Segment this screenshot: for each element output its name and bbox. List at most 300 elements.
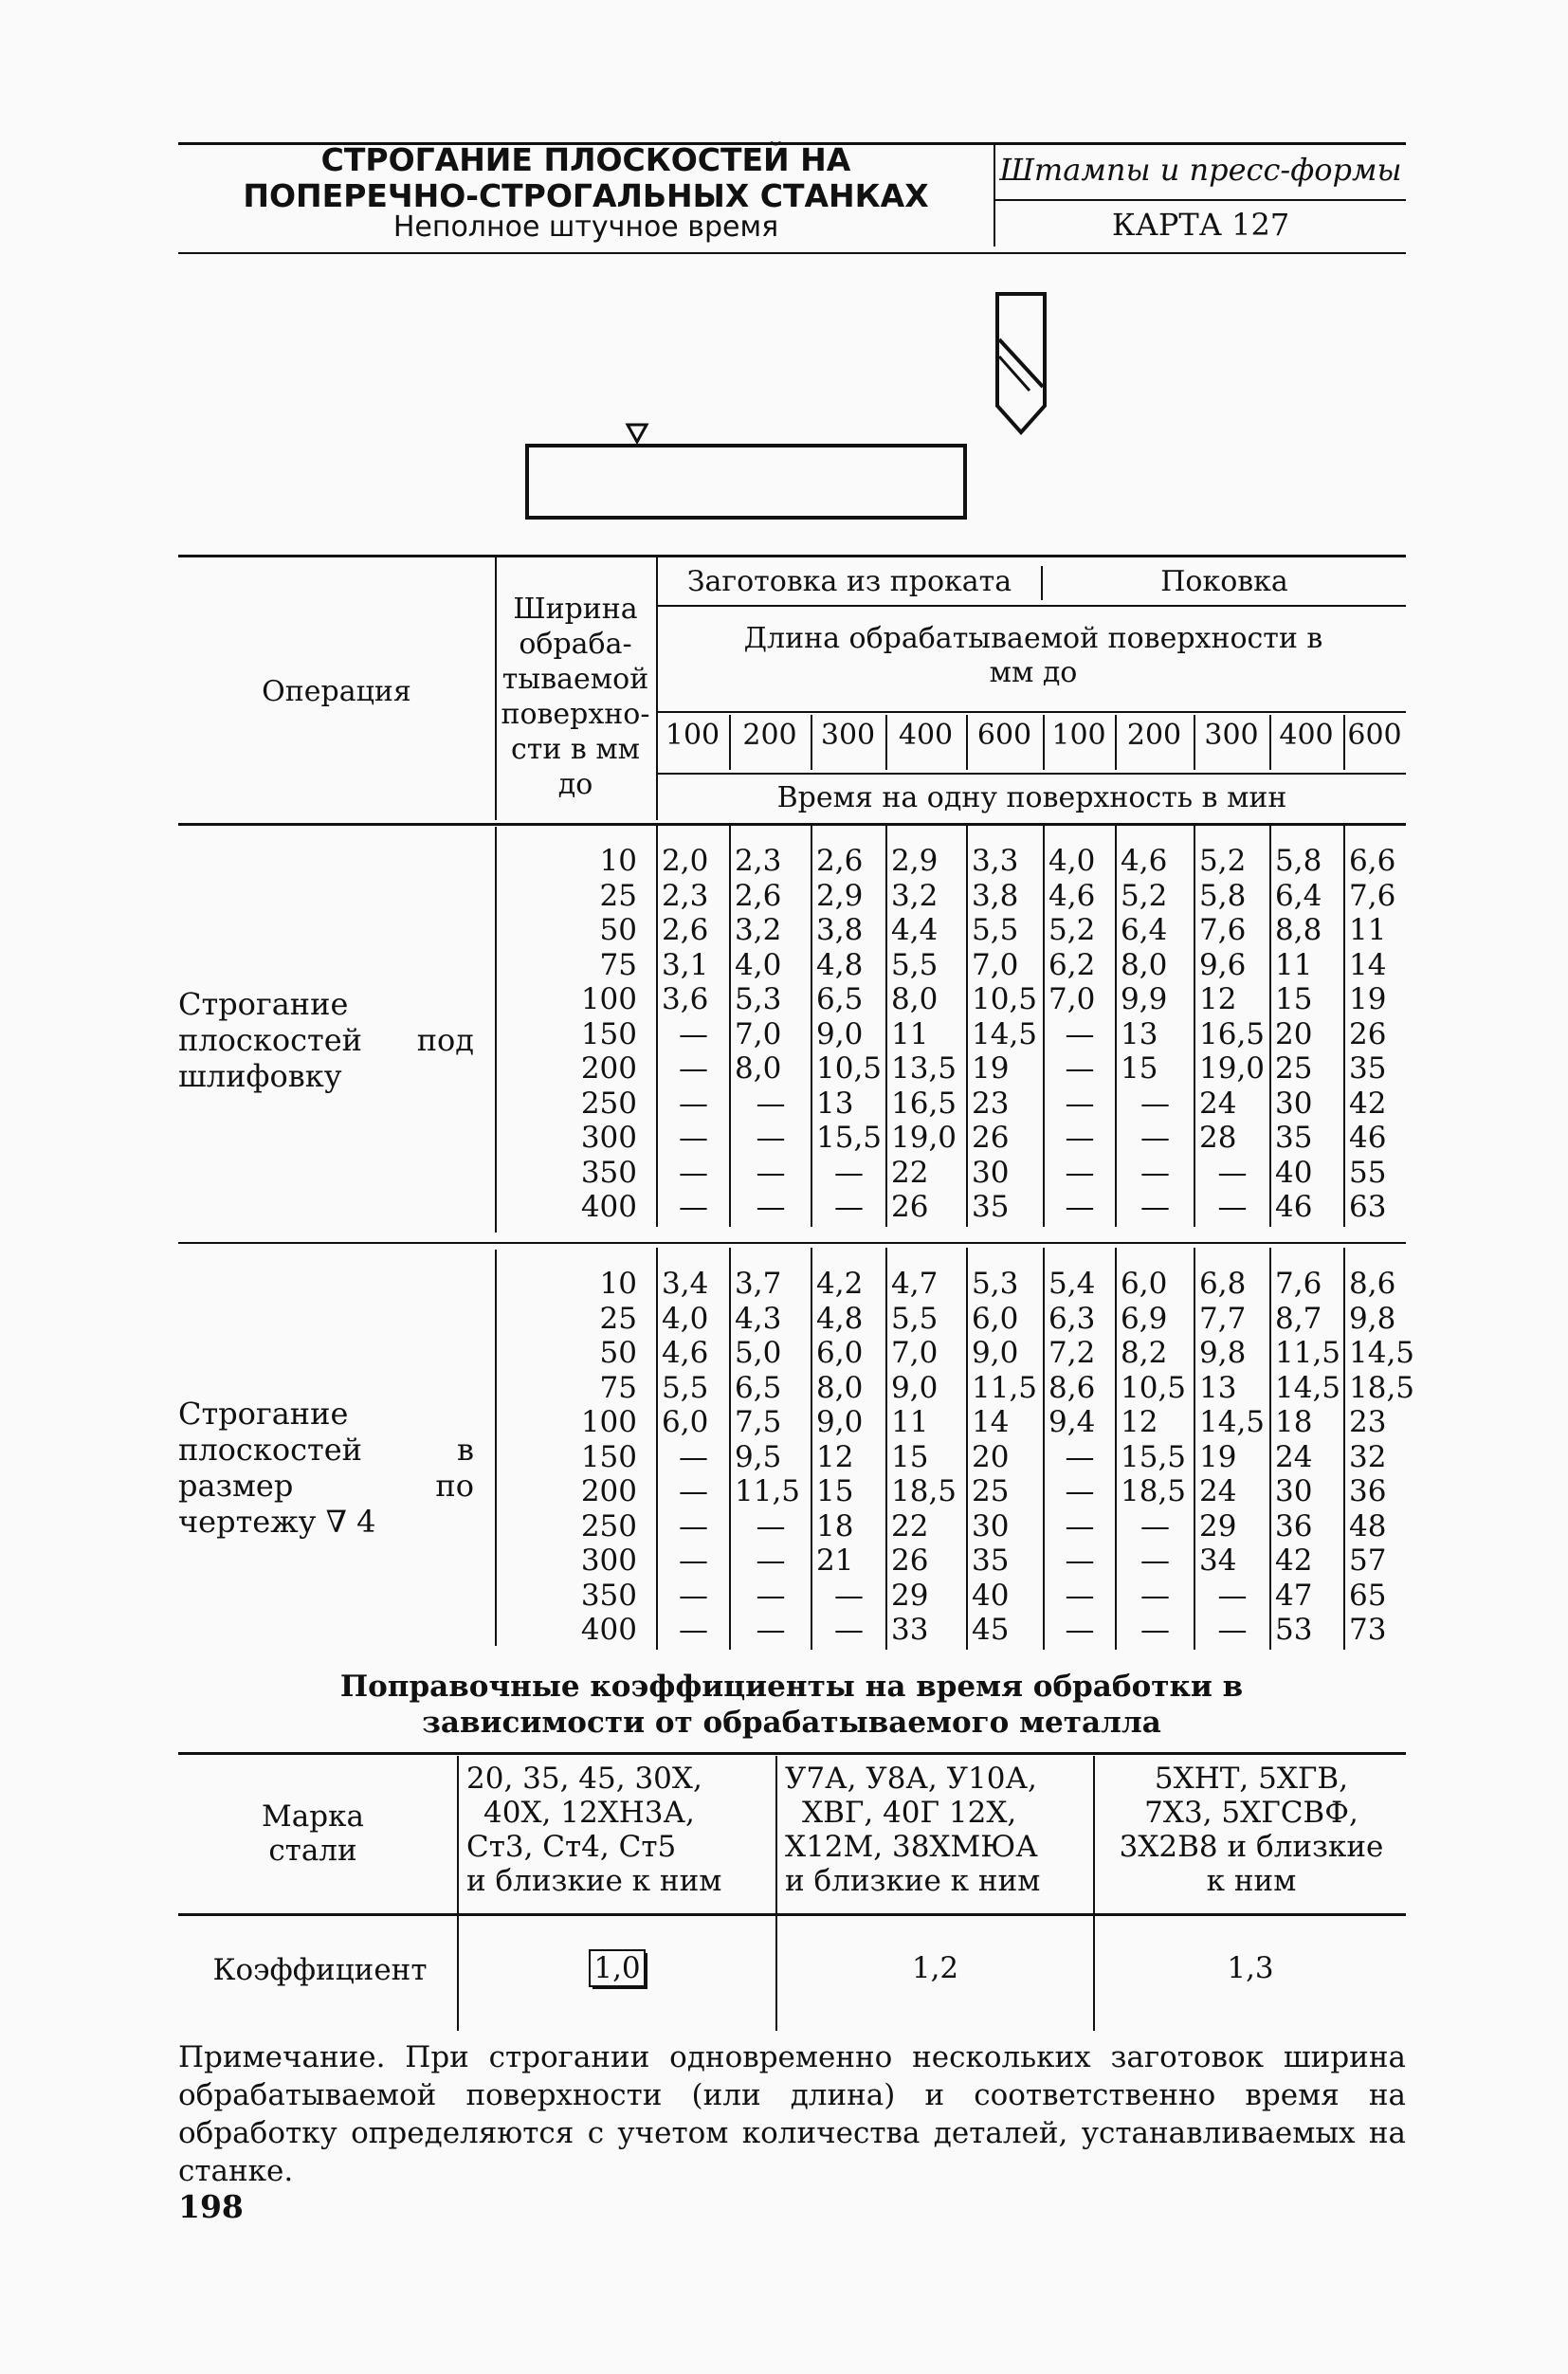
table-cell: 46 <box>1275 1190 1313 1224</box>
column-divider <box>966 825 968 1227</box>
table-cell: 2,3 <box>735 844 782 878</box>
value-column <box>816 1267 882 1648</box>
table-cell: 4,0 <box>735 947 782 982</box>
table-cell: 5,8 <box>1199 878 1247 913</box>
table-cell: 10,5 <box>816 1051 883 1086</box>
table-cell: 5,5 <box>662 1370 709 1405</box>
table-cell: 11 <box>1349 913 1387 947</box>
title-line-1: СТРОГАНИЕ ПЛОСКОСТЕЙ НА <box>320 141 851 178</box>
table-cell: 9,8 <box>1199 1336 1247 1370</box>
table-cell: 47 <box>1275 1578 1313 1613</box>
table-cell: — <box>1065 1121 1095 1155</box>
table-cell: — <box>1140 1155 1170 1190</box>
table-cell: 4,0 <box>662 1301 709 1336</box>
table-cell: 30 <box>972 1508 1010 1543</box>
table-cell: 2,9 <box>891 844 939 878</box>
table-cell: — <box>1065 1578 1095 1613</box>
length-heading-divider <box>1043 715 1045 770</box>
coefficient-label: Коэффициент <box>212 1953 428 1987</box>
length-heading-divider <box>966 715 968 770</box>
width-value: 10 <box>599 1267 637 1301</box>
column-divider <box>811 1248 812 1650</box>
width-value: 400 <box>580 1190 637 1224</box>
table-cell: 9,0 <box>816 1016 864 1051</box>
page-number: 198 <box>178 2188 244 2225</box>
value-column <box>1048 1267 1111 1648</box>
table-cell: 5,0 <box>735 1336 782 1370</box>
header-bottom-rule <box>178 252 1406 254</box>
table-cell: 3,8 <box>972 878 1019 913</box>
table-cell: 15,5 <box>816 1121 883 1155</box>
table-cell: 3,2 <box>735 913 782 947</box>
table-cell: 11,5 <box>972 1370 1038 1405</box>
value-column <box>1199 844 1266 1225</box>
table-cell: — <box>834 1613 864 1647</box>
table-cell: 13 <box>1199 1370 1237 1405</box>
table-cell: 5,3 <box>972 1267 1019 1301</box>
table-cell: 32 <box>1349 1439 1387 1474</box>
column-divider <box>811 825 812 1227</box>
table-cell: 11 <box>1275 947 1313 982</box>
coefficient-value-text: 1,0 <box>589 1949 645 1987</box>
value-column <box>891 1267 962 1648</box>
steel-grade-line: Х12М, 38ХМЮА <box>785 1830 1038 1864</box>
table-cell: 23 <box>1349 1405 1387 1439</box>
table-cell: 6,0 <box>1121 1267 1168 1301</box>
column-divider <box>656 825 658 1227</box>
table-cell: 8,0 <box>1121 947 1168 982</box>
width-value: 75 <box>599 947 637 982</box>
s2-divider <box>495 1250 497 1646</box>
col-header-forging: Поковка <box>1160 565 1288 598</box>
table-cell: 53 <box>1275 1613 1313 1647</box>
length-heading: 200 <box>742 719 797 752</box>
table-cell: 30 <box>1275 1086 1313 1121</box>
head-rule-1 <box>658 605 1406 607</box>
table-cell: 18 <box>1275 1405 1313 1439</box>
col-header-length: Длина обрабатываемой поверхности в мм до <box>743 622 1323 689</box>
steel-grade-group <box>1103 1762 1400 1898</box>
table-cell: 2,9 <box>816 878 864 913</box>
table-cell: 2,6 <box>735 878 782 913</box>
table-cell: 35 <box>1275 1121 1313 1155</box>
value-column <box>1349 1267 1415 1648</box>
card-number: КАРТА 127 <box>1111 207 1290 243</box>
table-cell: 35 <box>1349 1051 1387 1086</box>
table-cell: — <box>756 1155 786 1190</box>
table-cell: 2,3 <box>662 878 709 913</box>
table-cell: 45 <box>972 1613 1010 1647</box>
col-header-width: Ширина обраба-тываемой поверхно-сти в мм до <box>501 593 650 801</box>
table-cell: 4,6 <box>1121 844 1168 878</box>
coefficient-value <box>1095 1951 1406 1985</box>
coef-divider-1 <box>457 1756 459 2031</box>
table-cell: 14 <box>1349 947 1387 982</box>
length-heading-divider <box>811 715 812 770</box>
table-cell: 2,0 <box>662 844 709 878</box>
table-cell: 10,5 <box>972 982 1038 1016</box>
table-cell: 8,0 <box>891 982 939 1016</box>
table-cell: 36 <box>1275 1508 1313 1543</box>
table-cell: 3,8 <box>816 913 864 947</box>
width-value: 250 <box>580 1508 637 1543</box>
table-cell: 24 <box>1199 1474 1237 1508</box>
steel-grade-line: 7Х3, 5ХГСВФ, <box>1144 1796 1358 1830</box>
table-cell: 3,7 <box>735 1267 782 1301</box>
col-header-rolled: Заготовка из проката <box>686 565 1012 598</box>
steel-grade-line: У7А, У8А, У10А, <box>785 1762 1037 1796</box>
length-heading: 300 <box>1204 719 1259 752</box>
table-cell: 9,0 <box>972 1336 1019 1370</box>
value-column <box>816 844 882 1225</box>
table-cell: — <box>1065 1051 1095 1086</box>
table-cell: 12 <box>1121 1405 1158 1439</box>
table-cell: — <box>679 1439 708 1474</box>
table-cell: 5,5 <box>891 1301 939 1336</box>
table-cell: — <box>756 1086 786 1121</box>
table-cell: 30 <box>1275 1474 1313 1508</box>
table-cell: 3,1 <box>662 947 709 982</box>
table-cell: 7,5 <box>735 1405 782 1439</box>
table-cell: — <box>1140 1578 1170 1613</box>
value-column <box>735 844 807 1225</box>
head-bottom-rule <box>178 823 1406 826</box>
coefficient-value <box>459 1951 775 1985</box>
value-column <box>1275 1267 1340 1648</box>
column-divider <box>1115 1248 1117 1650</box>
col-header-operation: Операция <box>262 675 411 708</box>
table-cell: — <box>679 1543 708 1578</box>
table-cell: 19,0 <box>1199 1051 1266 1086</box>
table-cell: 48 <box>1349 1508 1387 1543</box>
table-cell: 40 <box>972 1578 1010 1613</box>
value-column <box>891 844 962 1225</box>
coef-top-rule <box>178 1752 1406 1755</box>
table-cell: 7,2 <box>1048 1336 1096 1370</box>
steel-grade-line: ХВГ, 40Г 12Х, <box>802 1796 1017 1830</box>
table-cell: 6,4 <box>1121 913 1168 947</box>
table-cell: 6,0 <box>816 1336 864 1370</box>
workpiece-sketch <box>521 284 1071 531</box>
table-cell: 19 <box>1199 1439 1237 1474</box>
table-cell: 42 <box>1349 1086 1387 1121</box>
table-cell: 7,0 <box>972 947 1019 982</box>
length-heading: 400 <box>1279 719 1334 752</box>
table-cell: 65 <box>1349 1578 1387 1613</box>
column-divider <box>885 1248 887 1650</box>
table-cell: — <box>834 1155 864 1190</box>
table-cell: 8,8 <box>1275 913 1322 947</box>
table-cell: — <box>679 1121 708 1155</box>
table-cell: — <box>1065 1543 1095 1578</box>
table-cell: 63 <box>1349 1190 1387 1224</box>
table-cell: 5,2 <box>1048 913 1096 947</box>
table-cell: 4,0 <box>1048 844 1096 878</box>
coefficient-value-text: 1,2 <box>911 1951 959 1985</box>
table-cell: 11,5 <box>1275 1336 1341 1370</box>
width-values <box>502 844 637 1225</box>
width-value: 350 <box>580 1578 637 1613</box>
table-cell: 19 <box>1349 982 1387 1016</box>
table-cell: — <box>679 1051 708 1086</box>
table-cell: — <box>1065 1016 1095 1051</box>
table-cell: 4,6 <box>1048 878 1096 913</box>
table-cell: 13,5 <box>891 1051 957 1086</box>
table-cell: — <box>679 1474 708 1508</box>
table-cell: 18,5 <box>1121 1474 1187 1508</box>
table-cell: 3,3 <box>972 844 1019 878</box>
column-divider <box>1115 825 1117 1227</box>
table-cell: 35 <box>972 1543 1010 1578</box>
value-column <box>972 1267 1039 1648</box>
table-cell: 13 <box>816 1086 854 1121</box>
table-cell: 21 <box>816 1543 854 1578</box>
column-divider <box>729 1248 731 1650</box>
table-cell: 9,4 <box>1048 1405 1096 1439</box>
table-cell: — <box>1065 1086 1095 1121</box>
table-cell: 2,6 <box>662 913 709 947</box>
table-cell: 9,9 <box>1121 982 1168 1016</box>
table-cell: 7,6 <box>1199 913 1247 947</box>
table-cell: 57 <box>1349 1543 1387 1578</box>
length-heading: 100 <box>1051 719 1106 752</box>
table-cell: 4,3 <box>735 1301 782 1336</box>
table-cell: 14 <box>972 1405 1010 1439</box>
table-cell: 20 <box>972 1439 1010 1474</box>
table-cell: 8,7 <box>1275 1301 1322 1336</box>
length-heading-divider <box>885 715 887 770</box>
table-cell: 7,6 <box>1349 878 1396 913</box>
steel-grade-group <box>785 1762 1087 1898</box>
width-value: 100 <box>580 982 637 1016</box>
table-cell: 25 <box>1275 1051 1313 1086</box>
table-cell: 26 <box>1349 1016 1387 1051</box>
table-cell: 46 <box>1349 1121 1387 1155</box>
table-cell: — <box>1217 1155 1248 1190</box>
table-cell: 16,5 <box>891 1086 957 1121</box>
table-cell: 6,2 <box>1048 947 1096 982</box>
column-divider <box>1194 825 1195 1227</box>
table-cell: 4,6 <box>662 1336 709 1370</box>
coef-middle-rule <box>178 1913 1406 1916</box>
column-divider <box>1343 825 1345 1227</box>
width-value: 300 <box>580 1543 637 1578</box>
length-heading: 400 <box>898 719 954 752</box>
table-cell: 7,6 <box>1275 1267 1322 1301</box>
table-cell: 5,5 <box>972 913 1019 947</box>
table-cell: 26 <box>891 1543 929 1578</box>
column-divider <box>656 1248 658 1650</box>
table-cell: 19 <box>972 1051 1010 1086</box>
column-divider <box>1269 1248 1271 1650</box>
table-cell: 14,5 <box>972 1016 1038 1051</box>
width-values <box>502 1267 637 1648</box>
page-subtitle: Неполное штучное время <box>392 210 779 244</box>
table-cell: 4,8 <box>816 1301 864 1336</box>
table-cell: 22 <box>891 1508 929 1543</box>
length-heading: 600 <box>976 719 1032 752</box>
table-cell: 14,5 <box>1349 1336 1415 1370</box>
table-cell: 5,5 <box>891 947 939 982</box>
table-cell: 15 <box>1121 1051 1158 1086</box>
table-cell: 2,6 <box>816 844 864 878</box>
table-cell: 35 <box>972 1190 1010 1224</box>
width-value: 100 <box>580 1405 637 1439</box>
table-cell: — <box>756 1190 786 1224</box>
length-heading: 300 <box>820 719 876 752</box>
value-column <box>1121 1267 1190 1648</box>
table-cell: 6,0 <box>662 1405 709 1439</box>
table-cell: 15 <box>816 1474 854 1508</box>
coefficients-title: Поправочные коэффициенты на время обработки в зависимости от обрабатываемого металла <box>339 1670 1244 1740</box>
column-divider <box>1343 1248 1345 1650</box>
table-cell: 5,2 <box>1121 878 1168 913</box>
table-cell: — <box>756 1508 786 1543</box>
value-column <box>1349 844 1402 1225</box>
length-heading-divider <box>1115 715 1117 770</box>
width-value: 25 <box>599 1301 637 1336</box>
value-column <box>972 844 1039 1225</box>
table-cell: 11 <box>891 1016 929 1051</box>
s1-divider <box>495 827 497 1233</box>
table-cell: 8,2 <box>1121 1336 1168 1370</box>
table-cell: 13 <box>1121 1016 1158 1051</box>
table-cell: 29 <box>1199 1508 1237 1543</box>
table-top-rule <box>178 555 1406 557</box>
table-cell: 24 <box>1199 1086 1237 1121</box>
head-rule-3 <box>658 773 1406 775</box>
table-cell: 15 <box>1275 982 1313 1016</box>
width-value: 75 <box>599 1370 637 1405</box>
title-line-2: ПОПЕРЕЧНО-СТРОГАЛЬНЫХ СТАНКАХ <box>243 177 929 214</box>
table-cell: 8,0 <box>735 1051 782 1086</box>
column-divider <box>1269 825 1271 1227</box>
steel-grade-label: Марка стали <box>262 1799 364 1868</box>
table-cell: — <box>1217 1613 1248 1647</box>
table-cell: 7,7 <box>1199 1301 1247 1336</box>
category-label: Штампы и пресс-формы <box>999 152 1402 188</box>
steel-grade-line: 20, 35, 45, 30Х, <box>466 1762 702 1796</box>
table-cell: 6,5 <box>735 1370 782 1405</box>
table-cell: 24 <box>1275 1439 1313 1474</box>
table-cell: — <box>756 1578 786 1613</box>
width-value: 25 <box>599 878 637 913</box>
head-rule-2 <box>658 711 1406 713</box>
table-cell: 6,8 <box>1199 1267 1247 1301</box>
table-cell: 5,2 <box>1199 844 1247 878</box>
width-value: 400 <box>580 1613 637 1647</box>
table-cell: — <box>679 1508 708 1543</box>
table-cell: 34 <box>1199 1543 1237 1578</box>
operation-grinding: Строгание плоскостей под шлифовку <box>178 986 474 1094</box>
table-cell: 18 <box>816 1508 854 1543</box>
table-cell: — <box>1140 1086 1170 1121</box>
table-cell: 3,2 <box>891 878 939 913</box>
table-cell: — <box>1140 1121 1170 1155</box>
table-cell: 29 <box>891 1578 929 1613</box>
column-divider <box>729 825 731 1227</box>
steel-grade-line: и близкие к ним <box>785 1864 1041 1898</box>
column-divider <box>966 1248 968 1650</box>
table-cell: 6,6 <box>1349 844 1396 878</box>
steel-grade-group <box>466 1762 770 1898</box>
table-cell: 8,6 <box>1349 1267 1396 1301</box>
table-cell: — <box>679 1016 708 1051</box>
value-column <box>662 844 725 1225</box>
value-column <box>1048 844 1111 1225</box>
column-divider <box>1043 825 1045 1227</box>
table-cell: — <box>756 1543 786 1578</box>
table-cell: 55 <box>1349 1155 1387 1190</box>
table-cell: 26 <box>972 1121 1010 1155</box>
column-divider <box>1043 1248 1045 1650</box>
table-cell: 7,0 <box>891 1336 939 1370</box>
value-column <box>662 1267 725 1648</box>
table-cell: 12 <box>1199 982 1237 1016</box>
table-cell: 14,5 <box>1199 1405 1266 1439</box>
coefficient-value <box>777 1951 1093 1985</box>
steel-grade-line: 3Х2В8 и близкие <box>1119 1830 1384 1864</box>
value-column <box>1275 844 1340 1225</box>
table-cell: — <box>1065 1190 1095 1224</box>
table-cell: 4,2 <box>816 1267 864 1301</box>
length-heading: 200 <box>1126 719 1182 752</box>
table-cell: — <box>679 1613 708 1647</box>
table-cell: 8,6 <box>1048 1370 1096 1405</box>
table-cell: 6,0 <box>972 1301 1019 1336</box>
length-heading-divider <box>1269 715 1271 770</box>
table-cell: 9,8 <box>1349 1301 1396 1336</box>
table-cell: — <box>1217 1578 1248 1613</box>
table-cell: 5,3 <box>735 982 782 1016</box>
table-cell: — <box>1140 1508 1170 1543</box>
table-cell: — <box>679 1086 708 1121</box>
footnote: Примечание. При строгании одновременно нескольких заготовок ширина обрабатываемой поверхности (или длина) и соответственно время на обработку определяются с учетом количества деталей, устанавливаемых на станке. <box>178 2040 1406 2188</box>
table-cell: — <box>756 1613 786 1647</box>
table-cell: 6,4 <box>1275 878 1322 913</box>
table-cell: — <box>834 1578 864 1613</box>
table-cell: 7,0 <box>1048 982 1096 1016</box>
table-cell: 12 <box>816 1439 854 1474</box>
steel-grade-line: 5ХНТ, 5ХГВ, <box>1154 1762 1349 1796</box>
table-cell: 15 <box>891 1439 929 1474</box>
table-cell: 14,5 <box>1275 1370 1341 1405</box>
table-cell: 8,0 <box>816 1370 864 1405</box>
table-cell: — <box>1140 1543 1170 1578</box>
steel-grade-line: к ним <box>1206 1864 1297 1898</box>
width-value: 200 <box>580 1051 637 1086</box>
table-cell: 42 <box>1275 1543 1313 1578</box>
table-cell: 16,5 <box>1199 1016 1266 1051</box>
value-column <box>1199 1267 1266 1648</box>
table-cell: 5,4 <box>1048 1267 1096 1301</box>
col-header-time: Время на одну поверхность в мин <box>776 781 1287 814</box>
length-heading-divider <box>729 715 731 770</box>
table-cell: 10,5 <box>1121 1370 1187 1405</box>
table-cell: 30 <box>972 1155 1010 1190</box>
operation-to-drawing: Строгание плоскостей в размер по чертежу ∇ 4 <box>178 1396 474 1540</box>
table-cell: — <box>1065 1439 1095 1474</box>
length-heading: 600 <box>1347 719 1402 752</box>
table-cell: — <box>1217 1190 1248 1224</box>
width-value: 50 <box>599 1336 637 1370</box>
table-cell: 6,9 <box>1121 1301 1168 1336</box>
table-cell: — <box>834 1190 864 1224</box>
table-cell: 26 <box>891 1190 929 1224</box>
table-cell: 9,6 <box>1199 947 1247 982</box>
table-cell: 3,4 <box>662 1267 709 1301</box>
table-cell: 9,0 <box>816 1405 864 1439</box>
